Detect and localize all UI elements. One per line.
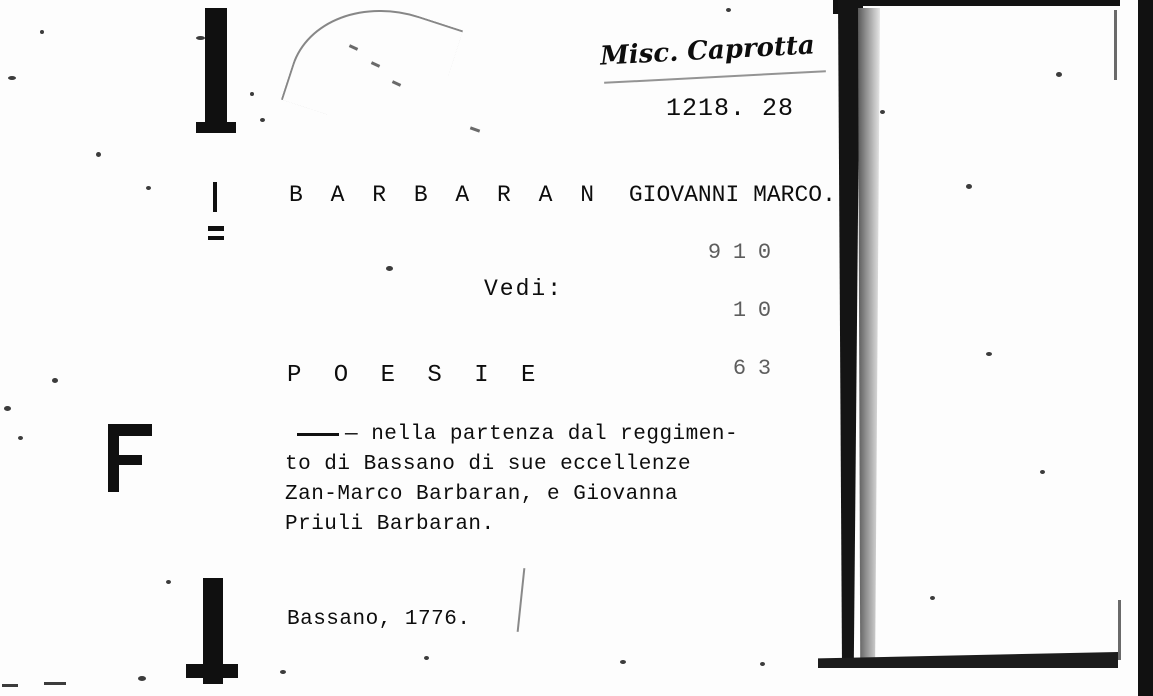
register-mark-bracket-top [213,182,217,212]
pencil-arc-mark [281,0,463,146]
author-forenames: GIOVANNI MARCO. [628,182,836,208]
scan-speck [138,676,146,681]
scan-speck [760,662,765,666]
register-mark-top-foot [196,122,236,133]
scan-speck [44,682,66,685]
scan-speck [52,378,58,383]
scan-speck [146,186,151,190]
scan-speck [930,596,935,600]
author-heading-row [289,182,836,208]
scan-edge-top-right [860,0,1120,6]
call-number: 1218. 28 [666,94,795,123]
register-mark-bottom-foot [186,664,238,678]
scan-speck [1040,470,1045,474]
scan-speck [280,670,286,674]
register-mark-bracket-bot [208,226,224,231]
scan-speck [424,656,429,660]
scan-speck [726,8,731,12]
scan-speck [18,436,23,440]
description-line-1: — nella partenza dal reggimen- [345,423,739,446]
scan-speck [8,76,16,80]
pencil-tick-d [470,126,480,132]
description-line-2: to di Bassano di sue eccellenze [285,453,692,476]
scan-speck [166,580,171,584]
scan-tick-right-upper [1114,10,1117,80]
scan-speck [1056,72,1062,77]
description-line-3: Zan-Marco Barbaran, e Giovanna [285,483,679,506]
register-mark-top [205,8,227,130]
see-also-label: Vedi: [484,276,564,302]
scan-speck [196,36,205,40]
register-mark-f-arm-mid [108,455,142,465]
register-mark-bracket-bot2 [208,236,224,240]
author-surname: B A R B A R A N [289,182,602,208]
scan-binding-shadow [838,0,860,660]
scan-speck [40,30,44,34]
register-mark-f-arm-top [108,424,152,436]
scan-speck [880,110,885,114]
handwritten-collection-note: Misc. Caprotta [599,30,816,72]
scan-speck [966,184,972,189]
handwriting-underline [604,70,826,84]
scan-speck [250,92,254,96]
scan-edge-right [1138,0,1153,696]
scan-speck [986,352,992,356]
scan-speck [620,660,626,664]
scan-tick-right-lower [1118,600,1121,660]
scan-speck [260,118,265,122]
subject-heading: P O E S I E [287,362,545,389]
scan-speck [386,266,393,271]
pencil-stroke-imprint [517,568,526,632]
scan-speck [2,684,18,687]
accession-stamp: 0 0 3 1 1 6 9 [702,240,777,385]
imprint-line: Bassano, 1776. [287,608,471,631]
scan-binding-gradient [858,8,880,658]
scan-speck [96,152,101,157]
description-line-4: Priuli Barbaran. [285,513,495,536]
scan-speck [4,406,11,411]
